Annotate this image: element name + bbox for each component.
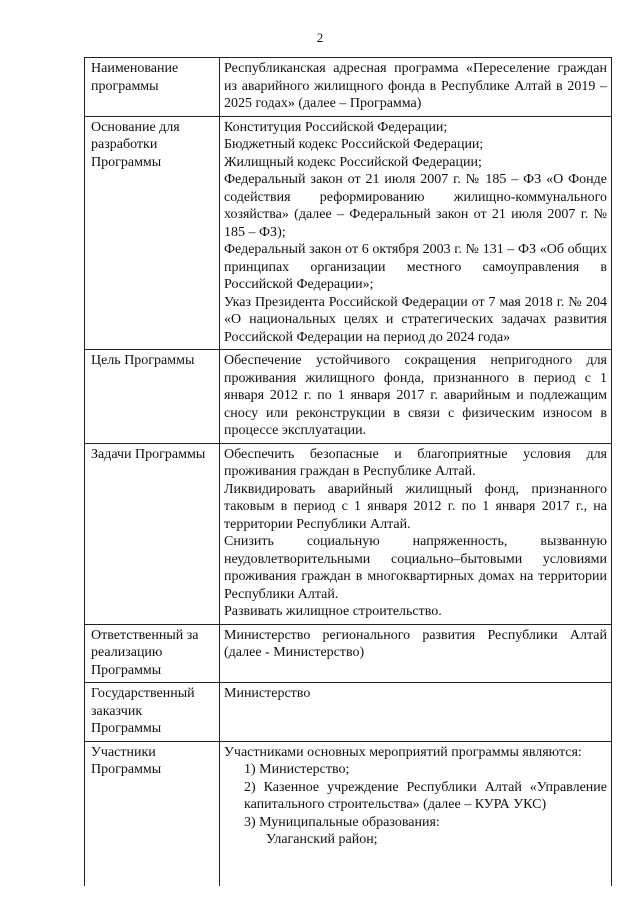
value-list-item: 1) Министерство;: [244, 762, 350, 777]
row-label: Цель Программы: [85, 350, 220, 444]
value-paragraph: Конституция Российской Федерации;: [224, 119, 448, 135]
page-number: 2: [316, 30, 324, 45]
value-paragraph: Развивать жилищное строительство.: [224, 604, 442, 619]
program-passport-table: [84, 57, 612, 886]
value-paragraph: Бюджетный кодекс Российской Федерации;: [224, 137, 484, 152]
row-value: [220, 683, 612, 742]
table-row-goal: [85, 350, 612, 444]
row-value: [220, 624, 612, 683]
row-value: [220, 116, 612, 350]
value-list-item: Улаганский район;: [266, 832, 378, 847]
table-row-responsible: [85, 624, 612, 683]
value-paragraph: Ликвидировать аварийный жилищный фонд, признанного таковым в период с 1 января 2012 г. по 1 января 2017 г., на территории Республики Алтай.: [224, 481, 607, 532]
table-row-participants: [85, 741, 612, 886]
value-list-item: 2) Казенное учреждение Республики Алтай «Управление капитального строительства» (далее – КУРА УКС): [244, 779, 607, 812]
value-paragraph: Указ Президента Российской Федерации от 7 мая 2018 г. № 204 «О национальных целях и стратегических задачах развития Российской Федерации на период до 2024 года»: [224, 294, 607, 345]
table-row-customer: [85, 683, 612, 742]
row-label: Задачи Программы: [85, 443, 220, 624]
value-paragraph: Обеспечение устойчивого сокращения непригодного для проживания жилищного фонда, признанного в период с 1 января 2012 г. по 1 января 2017 г. аварийным и подлежащим сносу или реконструкции в связи с физическим износом в процессе эксплуатации.: [224, 353, 607, 438]
table-row-program-name: [85, 58, 612, 117]
value-paragraph: Жилищный кодекс Российской Федерации;: [224, 154, 482, 170]
row-value: [220, 741, 612, 886]
value-paragraph: Обеспечить безопасные и благоприятные условия для проживания граждан в Республике Алтай.: [224, 446, 607, 479]
value-paragraph: Федеральный закон от 21 июля 2007 г. № 185 – ФЗ «О Фонде содействия реформированию жилищно-коммунального хозяйства» (далее – Федеральный закон от 21 июля 2007 г. № 185 – ФЗ);: [224, 172, 607, 240]
row-value: [220, 443, 612, 624]
row-label: Основание для разработки Программы: [85, 116, 220, 350]
value-paragraph: Участниками основных мероприятий программы являются:: [224, 744, 582, 760]
value-paragraph: Республиканская адресная программа «Переселение граждан из аварийного жилищного фонда в Республике Алтай в 2019 –2025 годах» (далее – Программа): [224, 61, 607, 111]
table-row-basis: [85, 116, 612, 350]
table-row-tasks: [85, 443, 612, 624]
value-paragraph: Министерство: [224, 686, 311, 701]
row-label: Наименование программы: [85, 58, 220, 117]
row-label: Ответственный за реализацию Программы: [85, 624, 220, 683]
row-value: [220, 58, 612, 117]
row-label: Государственный заказчик Программы: [85, 683, 220, 742]
value-paragraph: Федеральный закон от 6 октября 2003 г. № 131 – ФЗ «Об общих принципах организации местного самоуправления в Российской Федерации»;: [224, 242, 607, 292]
value-list-item: 3) Муниципальные образования:: [244, 814, 440, 830]
value-paragraph: Министерство регионального развития Республики Алтай (далее - Министерство): [224, 627, 607, 660]
row-label: Участники Программы: [85, 741, 220, 886]
row-value: [220, 350, 612, 444]
value-paragraph: Снизить социальную напряженность, вызванную неудовлетворительными социально–бытовыми условиями проживания граждан в многоквартирных домах на территории Республики Алтай.: [224, 534, 607, 602]
